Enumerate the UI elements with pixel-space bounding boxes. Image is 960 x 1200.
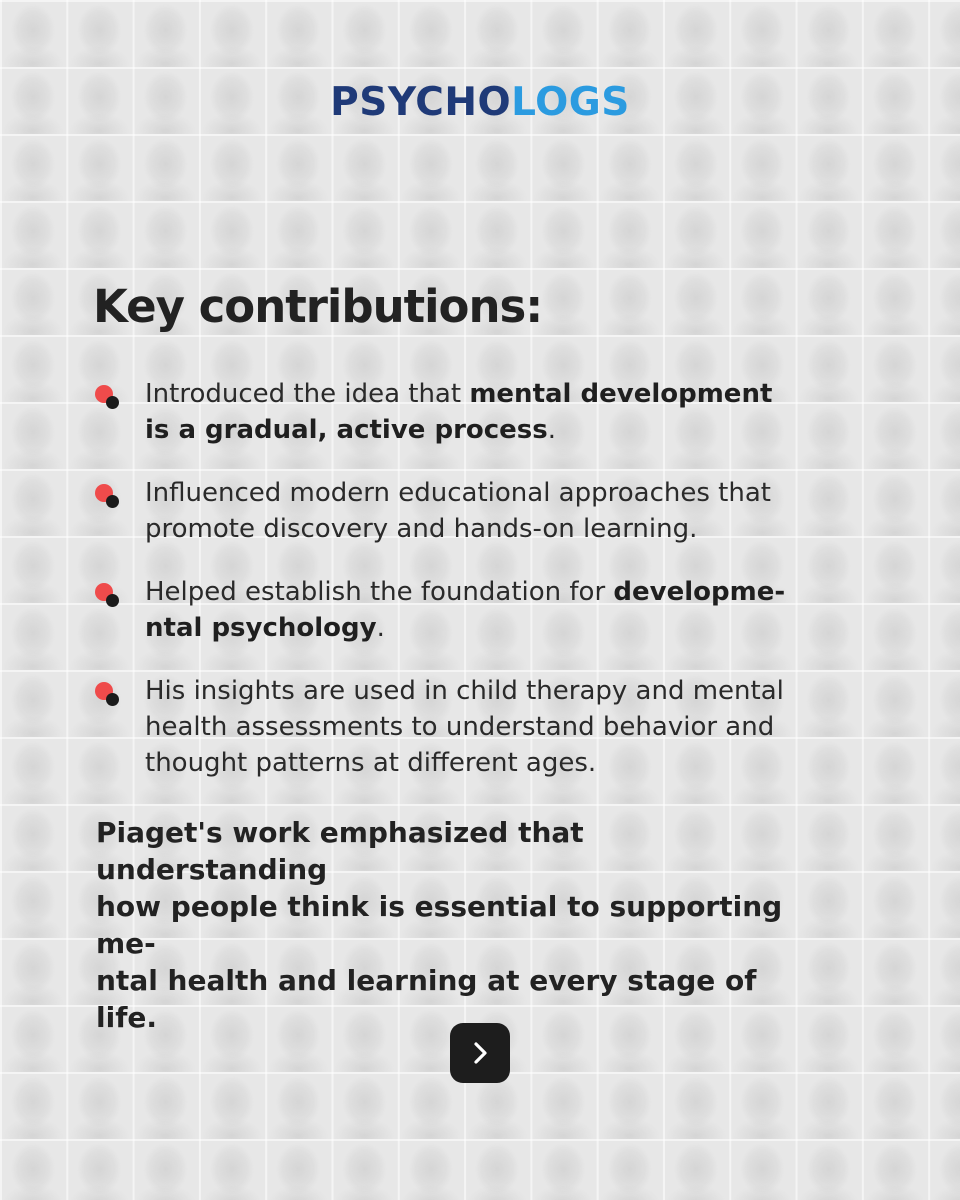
body-text: Helped establish the foundation for: [145, 577, 614, 607]
page-title: Key contributions:: [93, 280, 543, 333]
body-text: .: [376, 613, 385, 643]
list-item: [95, 376, 815, 448]
body-text: Influenced modern educational approaches that: [145, 478, 771, 508]
list-item: [95, 475, 815, 547]
body-text: health assessments to understand behavior and: [145, 712, 775, 742]
summary-line: how people think is essential to supporting me-: [96, 890, 783, 960]
body-text: Introduced the idea that: [145, 379, 470, 409]
body-text: .: [547, 415, 557, 445]
summary-line: ntal health and learning at every stage of life.: [96, 964, 757, 1034]
logo-text-psycho: PSYCHO: [330, 80, 512, 125]
bullet-dot-icon: [95, 484, 123, 508]
next-slide-button[interactable]: [450, 1023, 510, 1083]
emphasis-text: mental development: [469, 379, 773, 409]
bullet-dot-icon: [95, 385, 123, 409]
emphasis-text: developme-: [613, 577, 786, 607]
bullet-dot-icon: [95, 583, 123, 607]
logo-text-logs: LOGS: [511, 80, 630, 125]
summary-paragraph: [96, 814, 816, 1036]
emphasis-text: is a gradual, active process: [145, 415, 548, 445]
list-item-text: [145, 676, 784, 778]
bullet-dot-icon: [95, 682, 123, 706]
summary-line: Piaget's work emphasized that understanding: [96, 816, 584, 886]
list-item: [95, 574, 815, 646]
list-item-text: [145, 577, 785, 643]
list-item: [95, 673, 815, 781]
list-item-text: [145, 478, 771, 544]
emphasis-text: ntal psychology: [145, 613, 377, 643]
body-text: His insights are used in child therapy and mental: [145, 676, 784, 706]
brand-logo: [0, 78, 960, 128]
list-item-text: [145, 379, 772, 445]
chevron-right-icon: [467, 1040, 493, 1066]
body-text: promote discovery and hands-on learning.: [145, 514, 698, 544]
body-text: thought patterns at different ages.: [145, 748, 597, 778]
contributions-list: [95, 376, 815, 808]
